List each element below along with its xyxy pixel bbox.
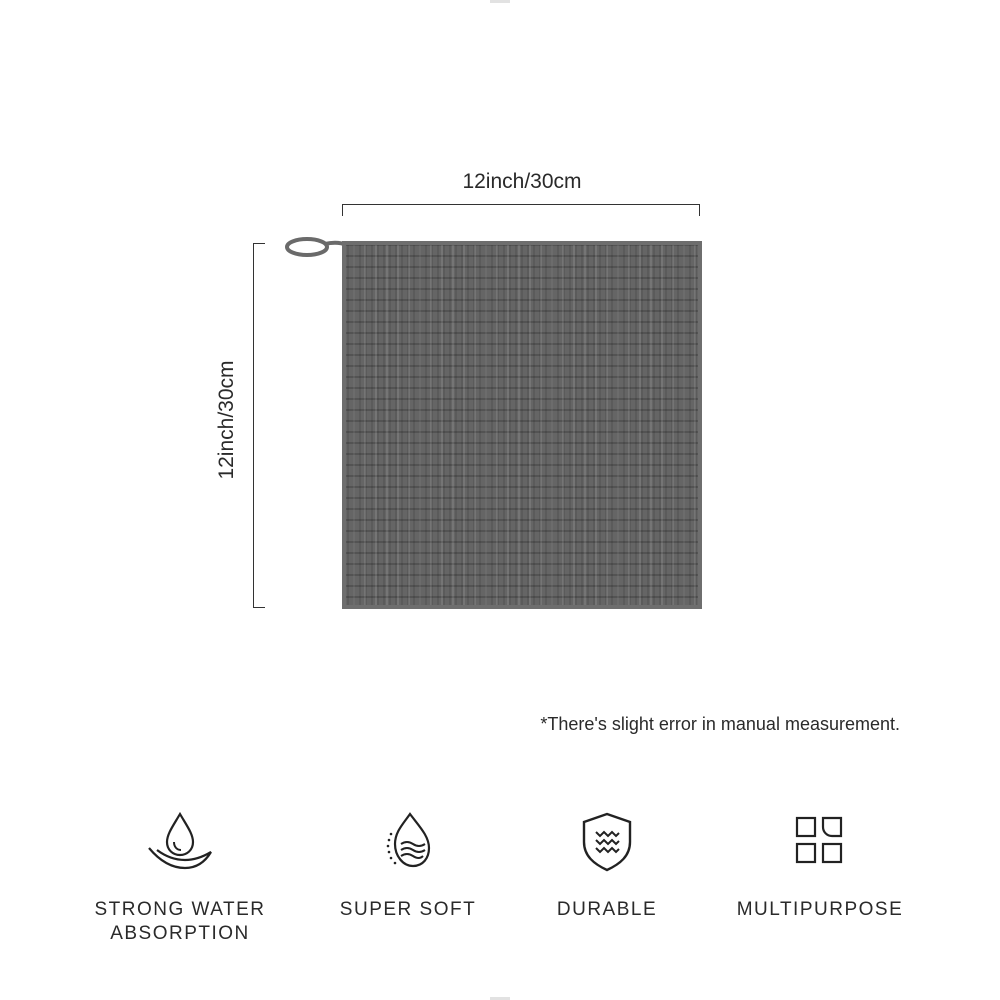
measurement-note: *There's slight error in manual measurement.	[540, 714, 900, 734]
width-dimension-bracket	[342, 204, 700, 216]
waffle-towel-image	[342, 241, 702, 609]
feature-label: MULTIPURPOSE	[736, 899, 904, 920]
soft-drop-icon	[373, 810, 443, 874]
feature-label: DURABLE	[556, 899, 658, 920]
feature-super-soft	[298, 810, 518, 922]
shield-icon	[572, 810, 642, 874]
water-drop-icon	[145, 810, 215, 874]
feature-label: SUPER SOFT	[339, 899, 477, 920]
feature-label: STRONG WATER	[94, 899, 266, 920]
grid-shapes-icon	[785, 810, 855, 874]
height-dimension-bracket	[253, 243, 265, 608]
feature-durable	[497, 810, 717, 922]
feature-multipurpose	[710, 810, 930, 922]
feature-water-absorption	[70, 810, 290, 946]
feature-label-line2: ABSORPTION	[110, 923, 250, 944]
width-dimension-label: 12inch/30cm	[462, 170, 582, 193]
top-divider	[490, 0, 510, 3]
height-dimension-label: 12inch/30cm	[215, 360, 238, 480]
